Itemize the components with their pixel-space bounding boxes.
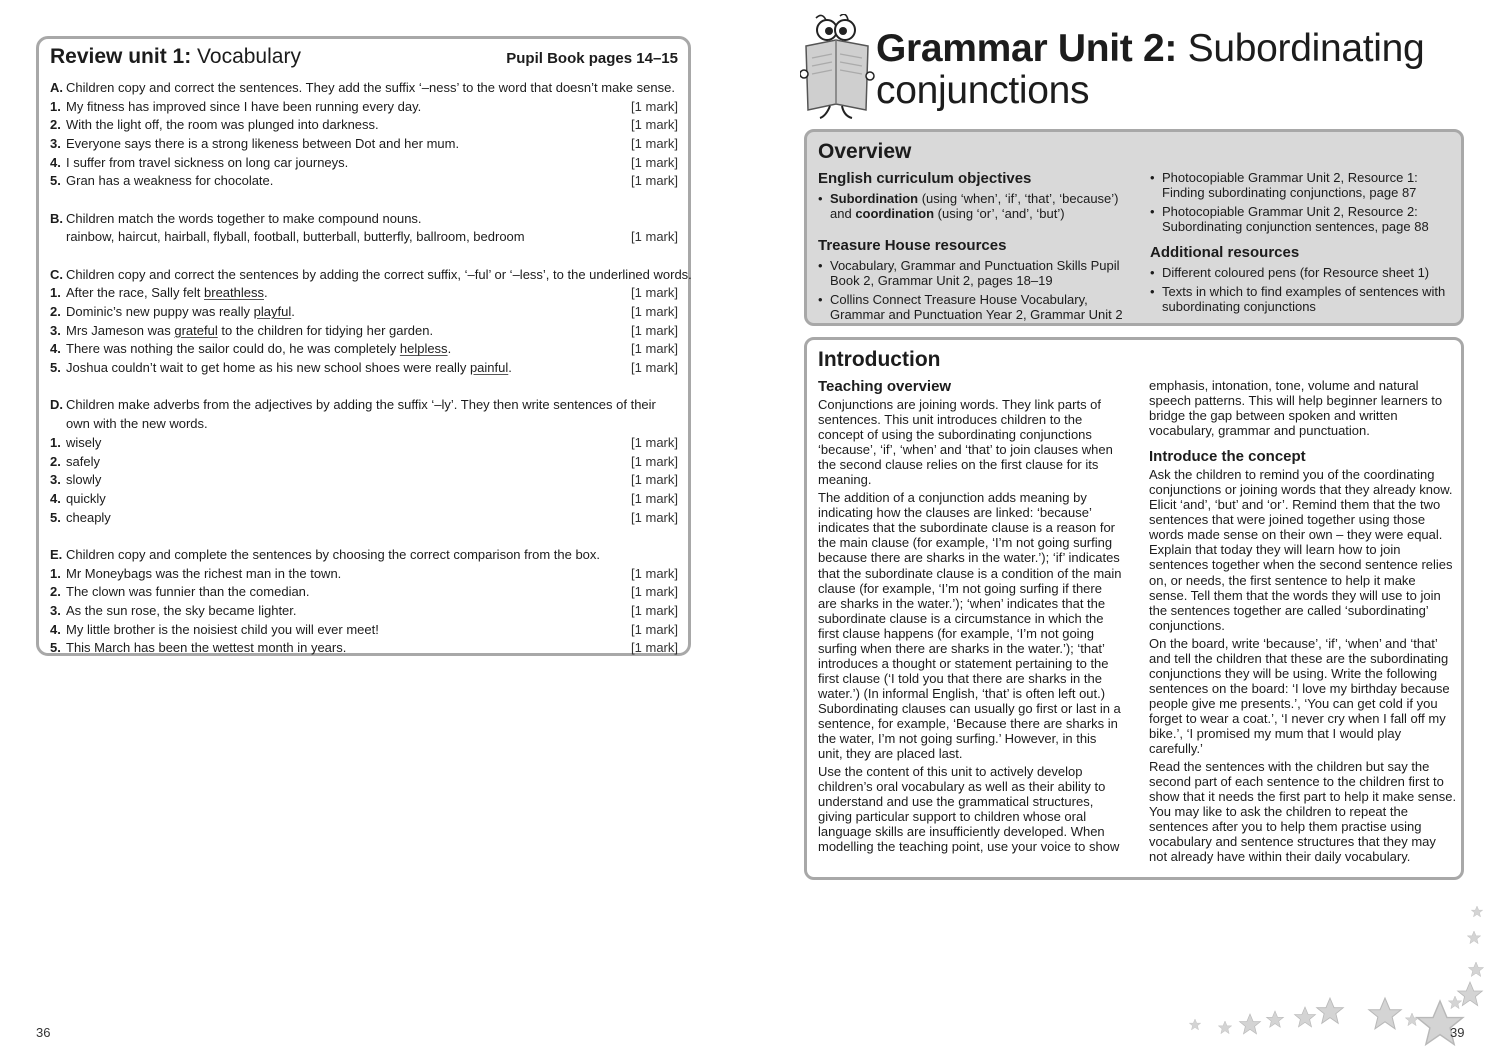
treasure-item: • Vocabulary, Grammar and Punctuation Skills Pupil Book 2, Grammar Unit 2, pages 18–19 <box>818 258 1128 288</box>
intro-paragraph: Conjunctions are joining words. They link parts of sentences. This unit introduces children to the concept of using the subordinating conjunctions ‘because’, ‘if’, ‘when’ and ‘that’ to join clauses when the second clause relies on the first clause for its meaning. <box>818 397 1113 488</box>
section-gap <box>50 527 678 546</box>
review-line <box>50 509 678 528</box>
review-line <box>50 135 678 154</box>
review-list <box>50 79 692 658</box>
item-number: 4. <box>50 621 61 637</box>
item-number: 2. <box>50 304 61 320</box>
item-number: 1. <box>50 565 61 581</box>
item-number: 4. <box>50 154 61 170</box>
review-line <box>50 471 678 490</box>
mark-label: [1 mark] <box>631 173 678 189</box>
mark-label: [1 mark] <box>631 322 678 338</box>
item-text: cheaply <box>66 509 111 525</box>
item-text: safely <box>66 453 100 469</box>
mark-label: [1 mark] <box>631 285 678 301</box>
review-line <box>50 210 678 229</box>
additional-heading: Additional resources <box>1150 244 1300 261</box>
intro-paragraph: The addition of a conjunction adds meaning by indicating how the clauses are linked: ‘because’ indicates that the subordinate clause is a reason for the main clause (for example, ‘I’m not going surfing because there are sharks in the water.’); ‘if’ indicates that the subordinate clause is a condition of the main clause (for example, ‘I’m not going surfing if there are sharks in the water.’); ‘when’ indicates that the subordinate clause is a circumstance in which the first clause happens (for example, ‘I’m not going surfing when there are sharks in the water.’); ‘that’ introduces a thought or statement pertaining to the first clause (‘I told you that there are sharks in the water.’) (In informal English, ‘that’ is often left out.) Subordinating clauses can usually go first or last in a sentence, for example, ‘Because there are sharks in the water, I’m not going surfing.’ However, in this unit, they are placed last. <box>818 490 1122 762</box>
review-line <box>50 303 678 322</box>
item-number: 3. <box>50 136 61 152</box>
review-line <box>50 490 678 509</box>
review-line <box>50 172 678 191</box>
item-text: This March has been the wettest month in years. <box>66 640 347 656</box>
item-text: Mr Moneybags was the richest man in the town. <box>66 565 342 581</box>
review-line <box>50 434 678 453</box>
unit-title: Grammar Unit 2: Subordinating conjunctions <box>876 27 1425 112</box>
overview-right-column <box>1150 170 1450 318</box>
mark-label: [1 mark] <box>631 584 678 600</box>
item-text: As the sun rose, the sky became lighter. <box>66 602 297 618</box>
photocopiable-item: • Photocopiable Grammar Unit 2, Resource 1: Finding subordinating conjunctions, page 87 <box>1150 170 1450 200</box>
mark-label: [1 mark] <box>631 621 678 637</box>
mark-label: [1 mark] <box>631 472 678 488</box>
introduction-box <box>804 337 1464 880</box>
item-text: wisely <box>66 434 102 450</box>
item-number: 4. <box>50 490 61 506</box>
review-line <box>50 98 678 117</box>
item-number: 2. <box>50 453 61 469</box>
item-text: Everyone says there is a strong likeness between Dot and her mum. <box>66 136 460 152</box>
review-header <box>50 45 678 79</box>
item-text: Mrs Jameson was grateful to the children for tidying her garden. <box>66 322 434 338</box>
intro-paragraph: Use the content of this unit to actively develop children’s oral vocabulary as well as their ability to understand and use the grammatical structures, giving particular support to children whose oral language skills are insufficiently developed. When modelling the teaching point, use your voice to show <box>818 764 1120 855</box>
item-text: With the light off, the room was plunged into darkness. <box>66 117 379 133</box>
item-number: D. <box>50 397 63 413</box>
objective-item: • Subordination (using ‘when’, ‘if’, ‘that’, ‘because’) and coordination (using ‘or’, ‘and’, ‘but’) <box>818 191 1128 221</box>
intro-paragraph: On the board, write ‘because’, ‘if’, ‘when’ and ‘that’ and tell the children that these are the subordinating conjunctions they will be using. Write the following sentences on the board: ‘I love my birthday because people give me presents.’, ‘You can get cold if you forget to wear a coat.’, ‘I never cry when I fall off my bike.’, ‘I promised my mum that I would play carefully.’ <box>1149 635 1450 757</box>
item-number: 2. <box>50 584 61 600</box>
mark-label: [1 mark] <box>631 136 678 152</box>
mark-label: [1 mark] <box>631 154 678 170</box>
intro-right-column <box>1149 378 1457 867</box>
mark-label: [1 mark] <box>631 602 678 618</box>
section-gap <box>50 191 678 210</box>
item-text: The clown was funnier than the comedian. <box>66 584 310 600</box>
review-line <box>50 284 678 303</box>
review-line <box>50 602 678 621</box>
review-line <box>50 79 678 98</box>
mark-label: [1 mark] <box>631 341 678 357</box>
item-text: Joshua couldn’t wait to get home as his new school shoes were really painful. <box>66 360 512 376</box>
review-box <box>36 36 691 656</box>
mark-label: [1 mark] <box>631 509 678 525</box>
item-text: Children copy and correct the sentences by adding the correct suffix, ‘–ful’ or ‘–less’, to the underlined words. <box>66 266 692 282</box>
intro-paragraph: Ask the children to remind you of the coordinating conjunctions or joining words that they already know. Elicit ‘and’, ‘but’ and ‘or’. Remind them that the two sentences that were joined together using those words made sense on their own – they were equal. Explain that today they will learn how to join sentences together when the second sentence relies on, or needs, the first sentence to help it make sense. Tell them that the words they will use to join the sentences together are called ‘subordinating’ conjunctions. <box>1149 467 1453 633</box>
teaching-overview-heading: Teaching overview <box>818 378 952 395</box>
item-text: slowly <box>66 472 102 488</box>
item-number: A. <box>50 80 63 95</box>
item-text: Children match the words together to make compound nouns. <box>66 210 422 226</box>
review-line <box>50 565 678 584</box>
item-text: Children make adverbs from the adjectives by adding the suffix ‘–ly’. They then write sentences of their own with the new words. <box>66 397 656 432</box>
review-line <box>50 116 678 135</box>
item-number: C. <box>50 266 63 282</box>
review-line <box>50 583 678 602</box>
item-number: 5. <box>50 509 61 525</box>
mark-label: [1 mark] <box>631 490 678 506</box>
treasure-item: • Collins Connect Treasure House Vocabulary, Grammar and Punctuation Year 2, Grammar Unit 2 <box>818 292 1128 322</box>
mark-label: [1 mark] <box>631 229 678 245</box>
underlined-word: painful <box>469 360 509 376</box>
item-number: 4. <box>50 341 61 357</box>
item-number: 2. <box>50 117 61 133</box>
review-line <box>50 546 678 565</box>
additional-item: • Different coloured pens (for Resource sheet 1) <box>1150 265 1450 280</box>
mark-label: [1 mark] <box>631 304 678 320</box>
item-text: My little brother is the noisiest child you will ever meet! <box>66 621 379 637</box>
item-text: Children copy and complete the sentences by choosing the correct comparison from the box. <box>66 546 601 562</box>
page-number-right: 39 <box>1450 1025 1465 1040</box>
overview-heading: Overview <box>818 140 912 163</box>
item-number: 5. <box>50 640 61 656</box>
item-text: rainbow, haircut, hairball, flyball, football, butterball, butterfly, ballroom, bedroom <box>66 229 525 245</box>
additional-item: • Texts in which to find examples of sentences with subordinating conjunctions <box>1150 284 1450 314</box>
item-text: Gran has a weakness for chocolate. <box>66 173 274 189</box>
concept-heading: Introduce the concept <box>1149 448 1306 466</box>
item-number: 5. <box>50 360 61 376</box>
item-text: quickly <box>66 490 106 506</box>
overview-box <box>804 129 1464 326</box>
item-text: Children copy and correct the sentences. They add the suffix ‘–ness’ to the word that doesn’t make sense. <box>66 80 675 95</box>
item-text: After the race, Sally felt breathless. <box>66 285 268 301</box>
item-number: 3. <box>50 602 61 618</box>
item-number: B. <box>50 210 63 226</box>
mark-label: [1 mark] <box>631 98 678 114</box>
item-text: My fitness has improved since I have been running every day. <box>66 98 422 114</box>
underlined-word: playful <box>253 304 292 320</box>
item-number: E. <box>50 546 63 562</box>
review-line <box>50 266 692 285</box>
item-text: Dominic’s new puppy was really playful. <box>66 304 295 320</box>
review-line <box>50 340 678 359</box>
intro-left-column <box>818 378 1123 857</box>
intro-paragraph: emphasis, intonation, tone, volume and natural speech patterns. This will help beginner learners to bridge the gap between spoken and written vocabulary, grammar and punctuation. <box>1149 378 1443 439</box>
mark-label: [1 mark] <box>631 453 678 469</box>
item-number: 3. <box>50 472 61 488</box>
mark-label: [1 mark] <box>631 360 678 376</box>
review-line <box>50 639 678 658</box>
review-line <box>50 396 678 433</box>
overview-left-column <box>818 170 1128 326</box>
item-number: 3. <box>50 322 61 338</box>
intro-paragraph: Read the sentences with the children but say the second part of each sentence to the children first to show that it needs the first part to help it make sense. You may like to ask the children to repeat the sentences after you to help them practise using vocabulary and sentence structures that they may not already have within their daily vocabulary. <box>1149 759 1457 865</box>
bookworm-mascot-icon <box>800 14 880 124</box>
mark-label: [1 mark] <box>631 117 678 133</box>
underlined-word: breathless <box>204 285 264 301</box>
item-number: 5. <box>50 173 61 189</box>
mark-label: [1 mark] <box>631 434 678 450</box>
item-number: 1. <box>50 98 61 114</box>
review-line <box>50 453 678 472</box>
treasure-heading: Treasure House resources <box>818 237 1007 254</box>
objectives-heading: English curriculum objectives <box>818 170 1032 187</box>
item-number: 1. <box>50 434 61 450</box>
item-text: I suffer from travel sickness on long car journeys. <box>66 154 349 170</box>
mark-label: [1 mark] <box>631 640 678 656</box>
pupil-book-pages: Pupil Book pages 14–15 <box>506 50 678 67</box>
review-line <box>50 621 678 640</box>
mark-label: [1 mark] <box>631 565 678 581</box>
review-line <box>50 154 678 173</box>
review-title: Review unit 1: Vocabulary <box>50 45 301 68</box>
item-text: There was nothing the sailor could do, he was completely helpless. <box>66 341 452 357</box>
page-number-left: 36 <box>36 1025 51 1040</box>
review-line <box>50 228 678 247</box>
introduction-heading: Introduction <box>818 348 941 371</box>
review-line <box>50 322 678 341</box>
section-gap <box>50 247 678 266</box>
underlined-word: helpless <box>399 341 448 357</box>
review-line <box>50 359 678 378</box>
item-number: 1. <box>50 285 61 301</box>
photocopiable-item: • Photocopiable Grammar Unit 2, Resource 2: Subordinating conjunction sentences, page 88 <box>1150 204 1450 234</box>
underlined-word: grateful <box>174 322 218 338</box>
section-gap <box>50 378 678 397</box>
